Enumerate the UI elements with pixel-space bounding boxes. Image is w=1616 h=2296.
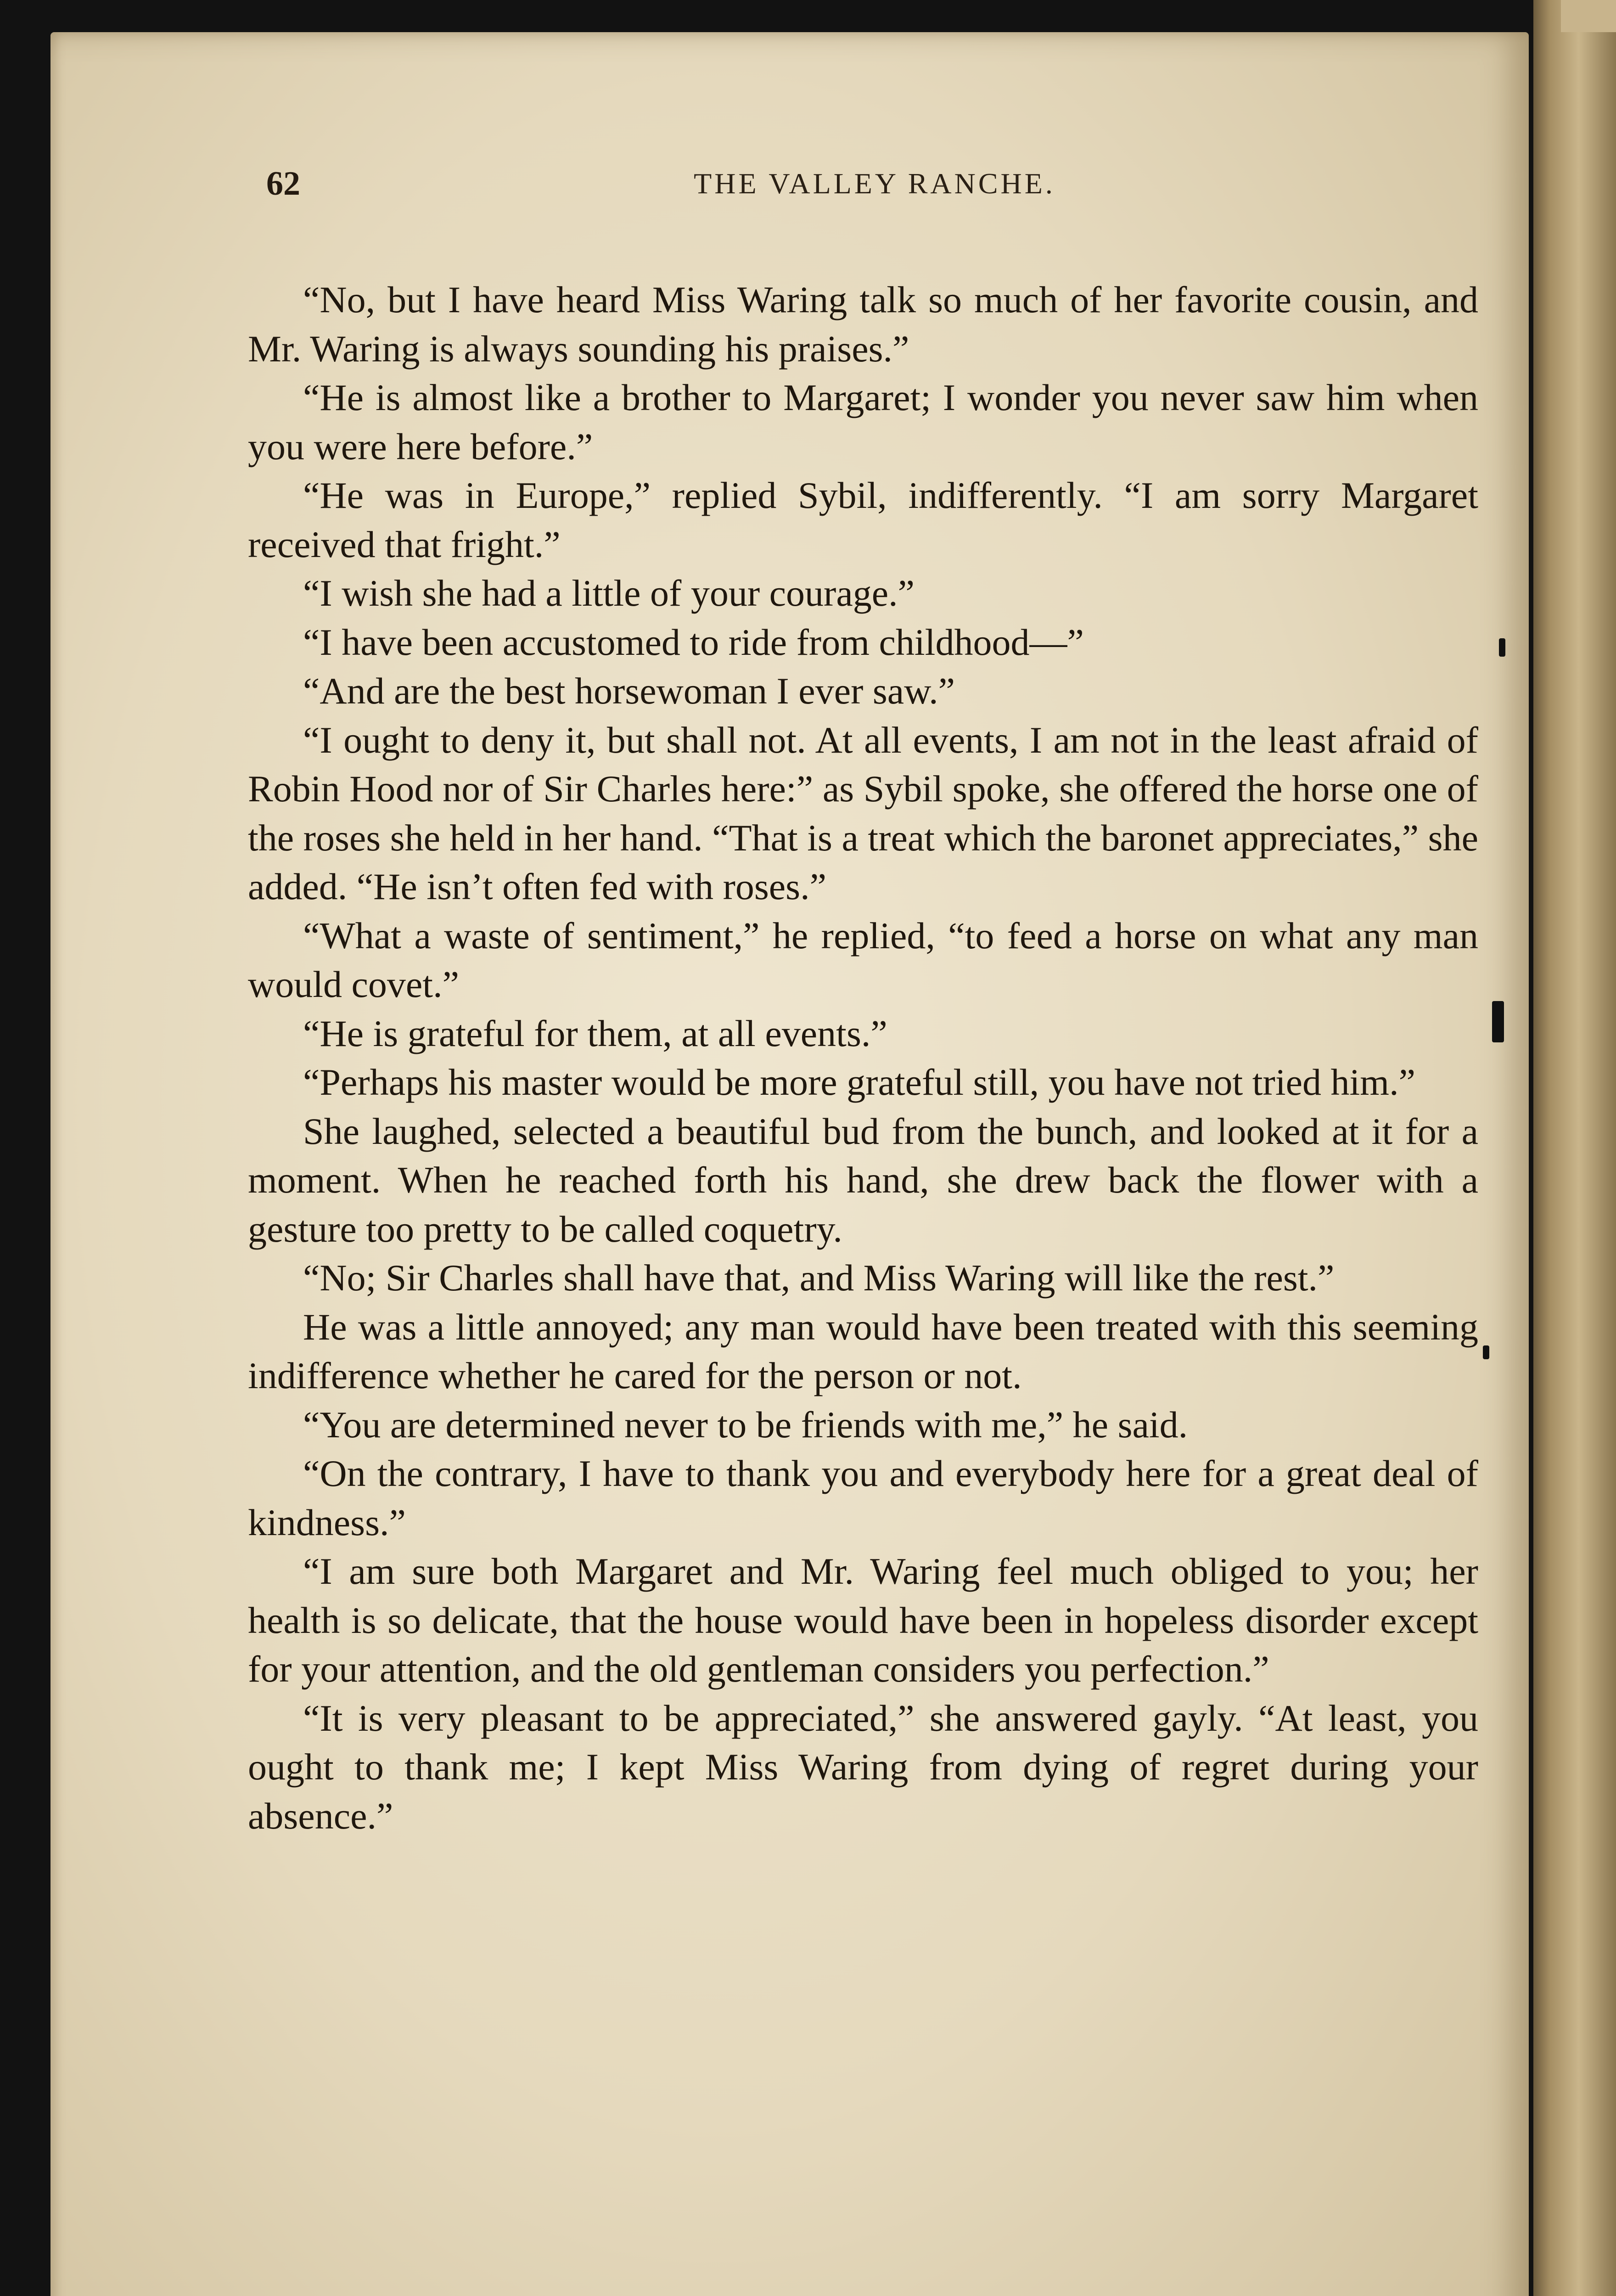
body-text [248, 276, 1478, 1840]
page-header [266, 156, 1483, 211]
paragraph: She laughed, selected a beautiful bud from the bunch, and looked at it for a moment. When he reached forth his hand, she drew back the flower with a gesture too pretty to be called coquetry. [248, 1110, 1478, 1250]
margin-ink-mark [1499, 638, 1505, 657]
paragraph: “And are the best horsewoman I ever saw.” [303, 670, 955, 712]
paragraph: He was a little annoyed; any man would have been treated with this seeming indifference whether he cared for the person or not. [248, 1306, 1478, 1396]
paragraph: “He is grateful for them, at all events.” [303, 1012, 887, 1054]
book-page [50, 32, 1529, 2296]
paragraph: “It is very pleasant to be appreciated,” she answered gayly. “At least, you ought to thank me; I kept Miss Waring from dying of regret during your absence.” [248, 1697, 1478, 1837]
paragraph: “No; Sir Charles shall have that, and Miss Waring will like the rest.” [303, 1257, 1335, 1299]
running-head: THE VALLEY RANCHE. [694, 167, 1055, 200]
margin-ink-mark [1483, 1345, 1489, 1359]
paragraph: “What a waste of sentiment,” he replied, “to feed a horse on what any man would covet.” [248, 914, 1478, 1005]
paragraph: “You are determined never to be friends with me,” he said. [303, 1403, 1188, 1446]
page-number: 62 [266, 165, 300, 203]
paragraph: “I ought to deny it, but shall not. At all events, I am not in the least afraid of Robin Hood nor of Sir Charles here:” as Sybil spoke, she offered the horse one of the roses she held in her hand. “That is a treat which the baronet appreciates,” she added. “He isn’t often fed with roses.” [248, 719, 1478, 907]
paragraph: “I wish she had a little of your courage.” [303, 572, 915, 614]
paragraph: “He is almost like a brother to Margaret; I wonder you never saw him when you were here before.” [248, 377, 1478, 467]
paragraph: “On the contrary, I have to thank you and everybody here for a great deal of kindness.” [248, 1452, 1478, 1543]
facing-page-edge [1533, 0, 1616, 2296]
paragraph: “I have been accustomed to ride from childhood—” [303, 621, 1084, 663]
paragraph: “I am sure both Margaret and Mr. Waring feel much obliged to you; her health is so delicate, that the house would have been in hopeless disorder except for your attention, and the old gentleman considers you perfection.” [248, 1550, 1478, 1690]
facing-page-corner [1561, 0, 1616, 32]
paragraph: “No, but I have heard Miss Waring talk so much of her favorite cousin, and Mr. Waring is always sounding his praises.” [248, 279, 1478, 370]
paragraph: “Perhaps his master would be more grateful still, you have not tried him.” [303, 1061, 1415, 1103]
paragraph: “He was in Europe,” replied Sybil, indifferently. “I am sorry Margaret received that fright.” [248, 474, 1478, 565]
margin-ink-mark [1492, 1001, 1504, 1042]
